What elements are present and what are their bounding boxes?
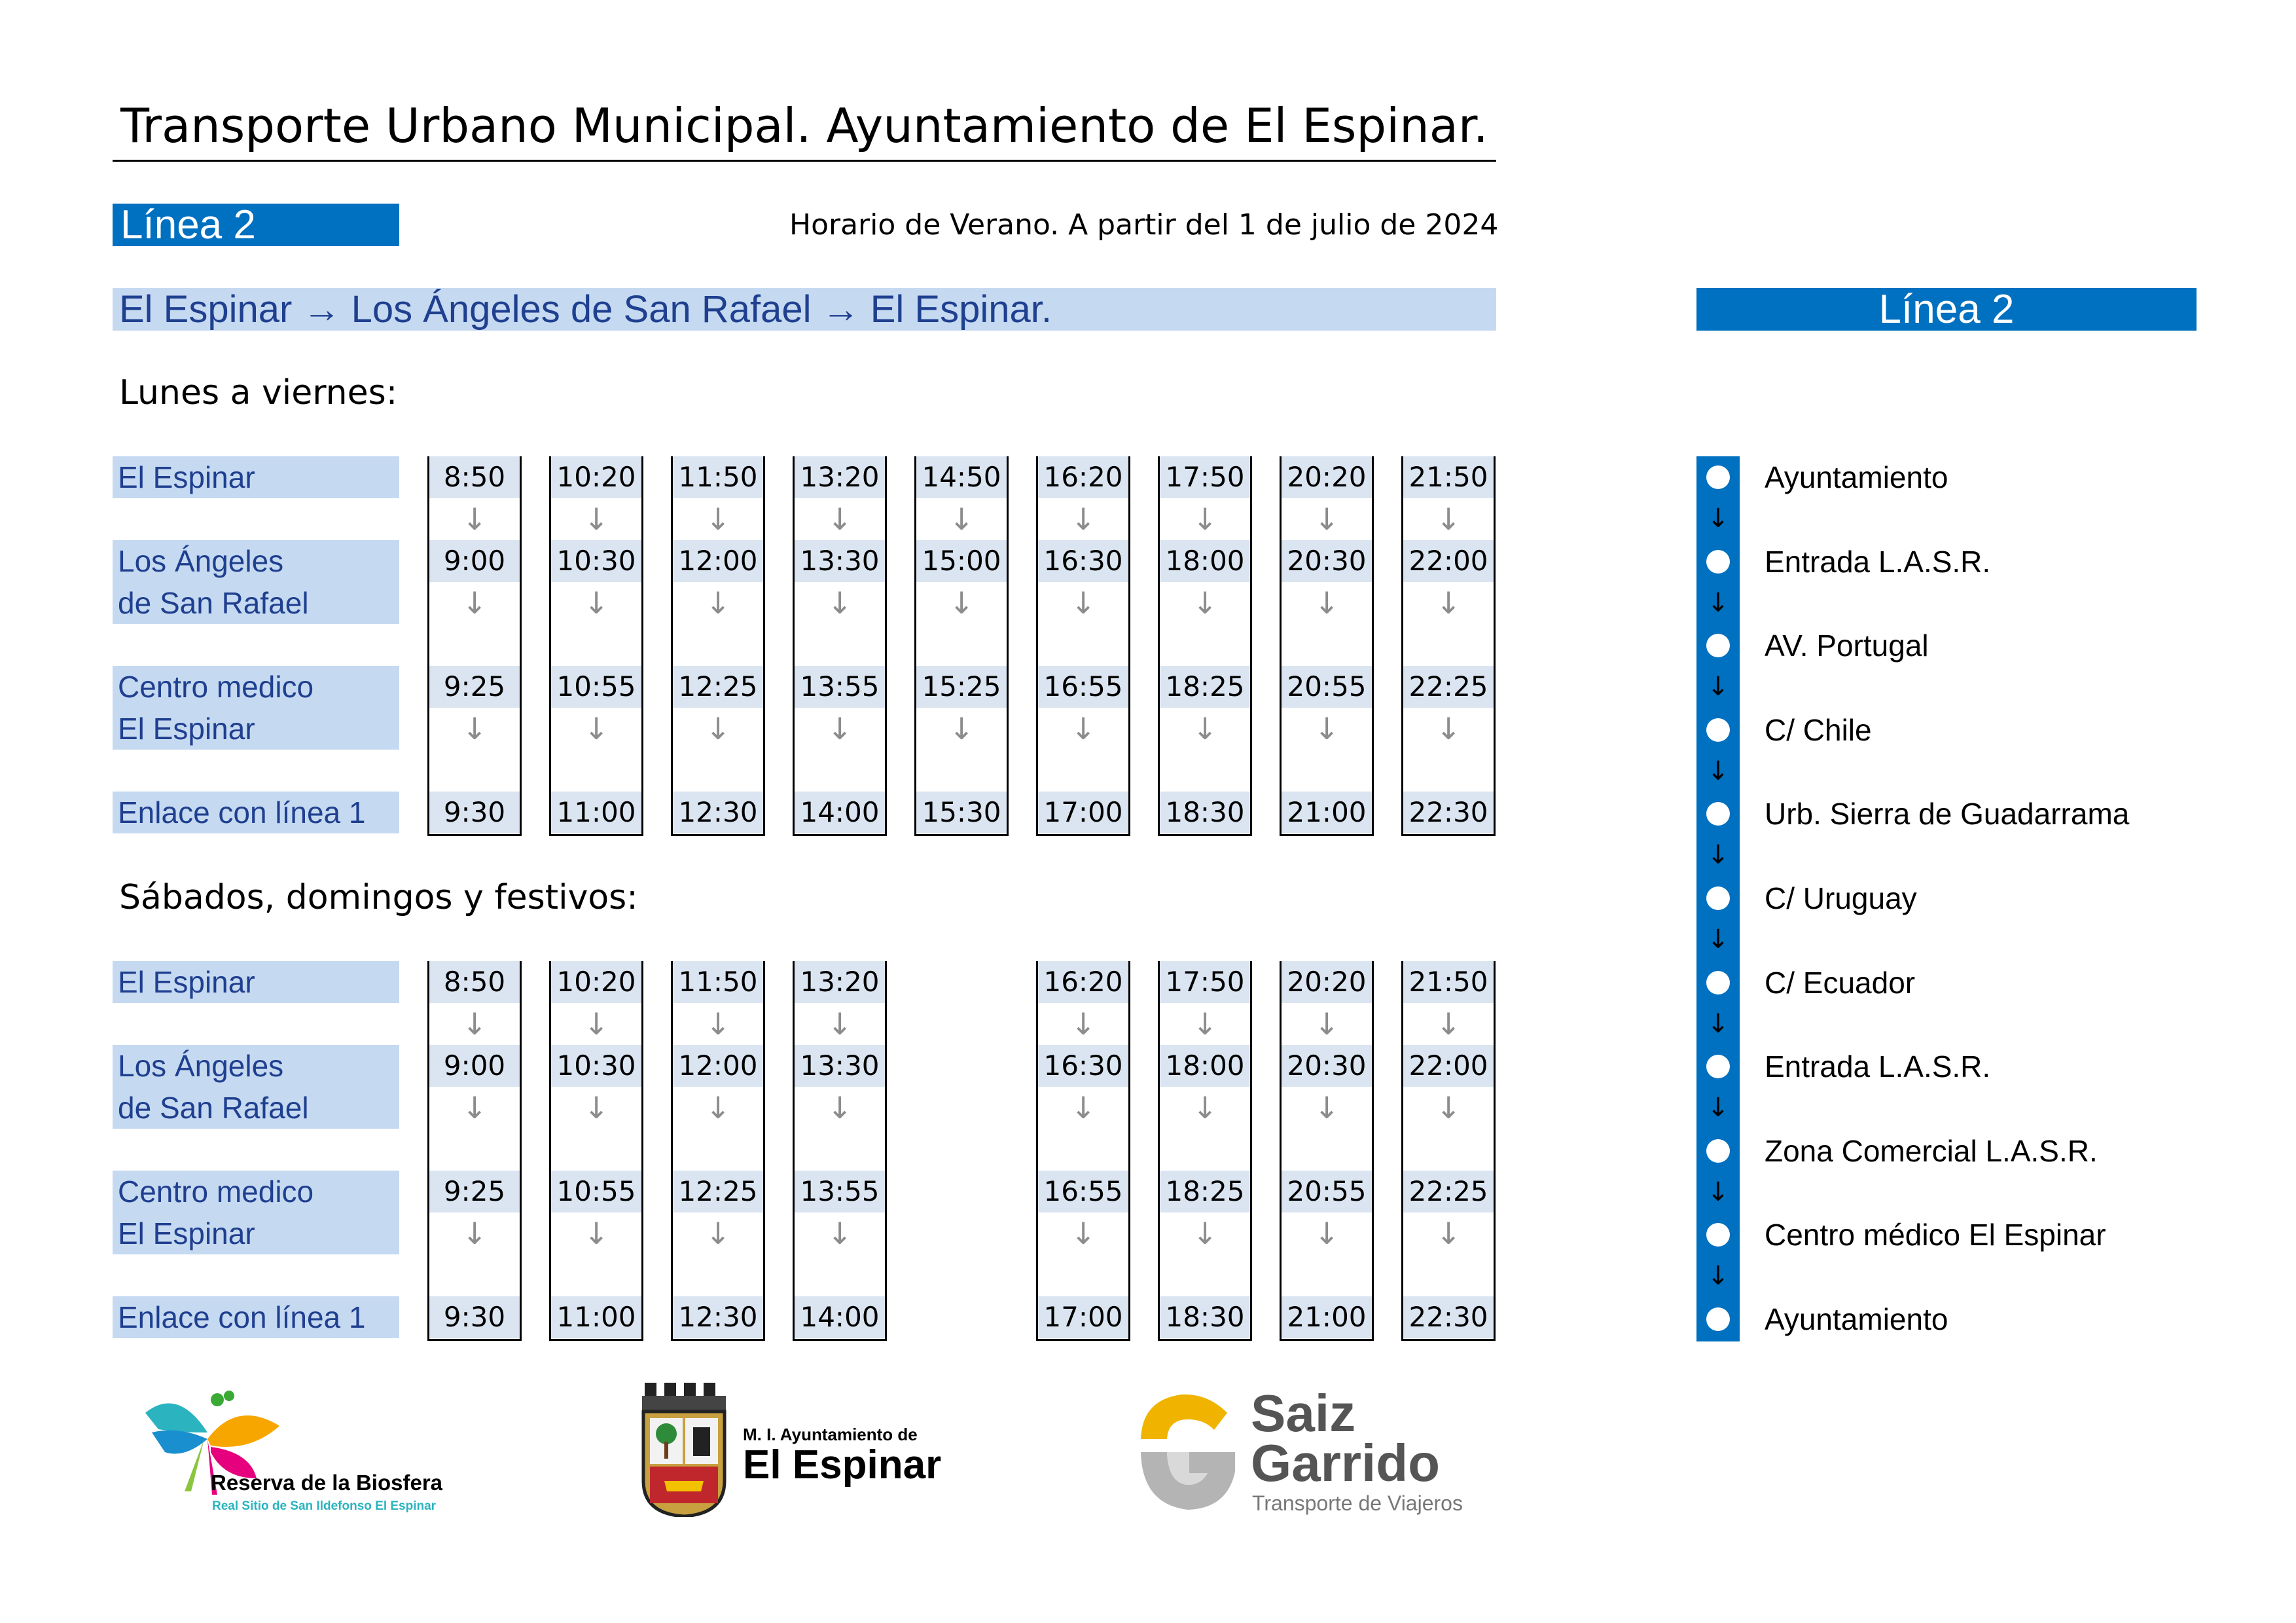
departure-time: 8:50 (429, 961, 520, 1003)
route-stop-name: Centro médico El Espinar (1765, 1218, 2106, 1252)
down-arrow-icon: ↓ (461, 585, 488, 621)
down-arrow-icon: ↓ (583, 585, 609, 621)
departure-time: 16:20 (1038, 961, 1128, 1003)
route-stop-name: C/ Ecuador (1765, 965, 1916, 1000)
route-stop-name: Ayuntamiento (1765, 1302, 1948, 1336)
departure-time: 11:50 (673, 961, 763, 1003)
down-arrow-icon: ↓ (1070, 585, 1096, 621)
departure-time: 10:20 (551, 456, 641, 498)
departure-time: 15:30 (916, 792, 1007, 833)
departure-time: 12:30 (673, 1296, 763, 1338)
weekday-time-column (549, 456, 643, 836)
departure-time: 14:00 (795, 792, 885, 833)
departure-time: 20:20 (1282, 961, 1372, 1003)
departure-time: 17:50 (1160, 961, 1250, 1003)
departure-time: 16:55 (1038, 666, 1128, 708)
weekday-time-column (1158, 456, 1252, 836)
route-stop-name: C/ Chile (1765, 712, 1872, 747)
departure-time: 10:55 (551, 666, 641, 708)
down-arrow-icon: ↓ (1192, 711, 1218, 746)
down-arrow-icon: ↓ (1192, 1006, 1218, 1042)
route-map-title: Línea 2 (1696, 288, 2197, 331)
departure-time: 10:20 (551, 961, 641, 1003)
departure-time: 20:30 (1282, 1045, 1372, 1087)
weekday-stop-enlace (113, 792, 399, 833)
stop-dot-icon (1706, 550, 1730, 574)
operator-logo (1129, 1384, 1496, 1521)
departure-time: 21:00 (1282, 1296, 1372, 1338)
departure-time: 17:00 (1038, 1296, 1128, 1338)
departure-time: 18:25 (1160, 666, 1250, 708)
departure-time: 11:50 (673, 456, 763, 498)
departure-time: 22:25 (1403, 1171, 1494, 1213)
stop-label-text: El Espinar (118, 712, 255, 746)
down-arrow-icon: ↓ (461, 711, 488, 746)
stop-dot-icon (1706, 718, 1730, 742)
weekend-time-column (671, 961, 765, 1341)
operator-name-2: Garrido (1251, 1434, 1440, 1492)
weekend-time-column (549, 961, 643, 1341)
down-arrow-icon: ↓ (705, 711, 731, 746)
page-title: Transporte Urbano Municipal. Ayuntamiento de El Espinar. (120, 98, 1488, 153)
down-arrow-icon: ↓ (827, 501, 853, 537)
down-arrow-icon: ↓ (705, 1006, 731, 1042)
route-summary: El Espinar → Los Ángeles de San Rafael → El Espinar. (113, 288, 1496, 331)
down-arrow-icon: ↓ (1314, 501, 1340, 537)
departure-time: 16:55 (1038, 1171, 1128, 1213)
route-arrow-icon: ↓ (1707, 587, 1729, 618)
down-arrow-icon: ↓ (1070, 711, 1096, 746)
stop-label-text: El Espinar (118, 1216, 255, 1250)
route-stop-name: Entrada L.A.S.R. (1765, 1049, 1991, 1084)
ayuntamiento-logo (638, 1383, 946, 1517)
down-arrow-icon: ↓ (583, 1216, 609, 1251)
stop-label-text: Los Ángeles (118, 1049, 284, 1083)
departure-time: 13:20 (795, 456, 885, 498)
down-arrow-icon: ↓ (948, 501, 975, 537)
departure-time: 18:00 (1160, 1045, 1250, 1087)
stop-dot-icon (1706, 971, 1730, 994)
departure-time: 10:30 (551, 540, 641, 582)
down-arrow-icon: ↓ (1435, 501, 1462, 537)
route-arrow-icon: ↓ (1707, 1093, 1729, 1123)
saiz-garrido-emblem-icon (1129, 1387, 1247, 1518)
down-arrow-icon: ↓ (705, 1090, 731, 1125)
route-arrow-icon: ↓ (1707, 924, 1729, 955)
down-arrow-icon: ↓ (1192, 585, 1218, 621)
weekend-time-column (1036, 961, 1130, 1341)
departure-time: 21:00 (1282, 792, 1372, 833)
departure-time: 18:00 (1160, 540, 1250, 582)
departure-time: 21:50 (1403, 961, 1494, 1003)
stop-label-text: Centro medico (118, 670, 314, 704)
stop-label-text: El Espinar (118, 965, 255, 999)
down-arrow-icon: ↓ (461, 1090, 488, 1125)
departure-time: 9:00 (429, 1045, 520, 1087)
season-note: Horario de Verano. A partir del 1 de julio de 2024 (789, 208, 1499, 242)
departure-time: 16:20 (1038, 456, 1128, 498)
line-badge: Línea 2 (113, 204, 399, 246)
departure-time: 13:55 (795, 1171, 885, 1213)
weekend-time-column (1158, 961, 1252, 1341)
route-arrow-icon: ↓ (1707, 1261, 1729, 1292)
weekend-time-column (1280, 961, 1374, 1341)
stop-label-text: Centro medico (118, 1175, 314, 1209)
stop-dot-icon (1706, 634, 1730, 657)
departure-time: 22:30 (1403, 1296, 1494, 1338)
stop-label-text: de San Rafael (118, 586, 309, 620)
down-arrow-icon: ↓ (1314, 1090, 1340, 1125)
down-arrow-icon: ↓ (1192, 1216, 1218, 1251)
down-arrow-icon: ↓ (948, 711, 975, 746)
route-stop-name: Urb. Sierra de Guadarrama (1765, 797, 2130, 831)
down-arrow-icon: ↓ (827, 585, 853, 621)
weekdays-title: Lunes a viernes: (119, 373, 398, 412)
biosfera-title: Reserva de la Biosfera (211, 1470, 443, 1495)
departure-time: 16:30 (1038, 1045, 1128, 1087)
weekend-stop-los-angeles (113, 1045, 399, 1129)
down-arrow-icon: ↓ (1070, 1216, 1096, 1251)
down-arrow-icon: ↓ (705, 585, 731, 621)
stop-dot-icon (1706, 1139, 1730, 1163)
departure-time: 13:20 (795, 961, 885, 1003)
departure-time: 12:30 (673, 792, 763, 833)
stop-dot-icon (1706, 1307, 1730, 1331)
down-arrow-icon: ↓ (827, 1006, 853, 1042)
down-arrow-icon: ↓ (1314, 1006, 1340, 1042)
departure-time: 9:30 (429, 792, 520, 833)
departure-time: 22:00 (1403, 1045, 1494, 1087)
down-arrow-icon: ↓ (1435, 1216, 1462, 1251)
weekends-title: Sábados, domingos y festivos: (119, 878, 638, 917)
departure-time: 13:30 (795, 1045, 885, 1087)
departure-time: 20:20 (1282, 456, 1372, 498)
departure-time: 12:00 (673, 540, 763, 582)
operator-tagline: Transporte de Viajeros (1252, 1491, 1463, 1515)
departure-time: 9:25 (429, 666, 520, 708)
departure-time: 11:00 (551, 792, 641, 833)
down-arrow-icon: ↓ (461, 1006, 488, 1042)
down-arrow-icon: ↓ (461, 1216, 488, 1251)
weekday-time-column (671, 456, 765, 836)
departure-time: 10:30 (551, 1045, 641, 1087)
weekend-time-column (793, 961, 887, 1341)
ayuntamiento-name: El Espinar (743, 1442, 942, 1487)
departure-time: 20:55 (1282, 666, 1372, 708)
down-arrow-icon: ↓ (583, 1090, 609, 1125)
operator-name-1: Saiz (1251, 1384, 1356, 1442)
route-arrow-icon: ↓ (1707, 1176, 1729, 1207)
weekend-stop-el-espinar (113, 961, 399, 1003)
route-stop-name: C/ Uruguay (1765, 881, 1917, 915)
down-arrow-icon: ↓ (827, 711, 853, 746)
down-arrow-icon: ↓ (1435, 1006, 1462, 1042)
down-arrow-icon: ↓ (705, 1216, 731, 1251)
down-arrow-icon: ↓ (583, 501, 609, 537)
weekend-time-column (1401, 961, 1496, 1341)
down-arrow-icon: ↓ (1435, 585, 1462, 621)
weekday-time-column (914, 456, 1009, 836)
weekend-stop-centro-medico (113, 1171, 399, 1254)
departure-time: 13:30 (795, 540, 885, 582)
departure-time: 16:30 (1038, 540, 1128, 582)
route-arrow-icon: ↓ (1707, 503, 1729, 534)
weekday-stop-los-angeles (113, 540, 399, 624)
down-arrow-icon: ↓ (461, 501, 488, 537)
route-stop-name: Ayuntamiento (1765, 460, 1948, 494)
departure-time: 11:00 (551, 1296, 641, 1338)
down-arrow-icon: ↓ (1314, 585, 1340, 621)
departure-time: 15:25 (916, 666, 1007, 708)
departure-time: 12:25 (673, 1171, 763, 1213)
down-arrow-icon: ↓ (1314, 711, 1340, 746)
departure-time: 13:55 (795, 666, 885, 708)
departure-time: 14:00 (795, 1296, 885, 1338)
stop-dot-icon (1706, 465, 1730, 489)
weekday-stop-el-espinar (113, 456, 399, 498)
weekday-time-column (1280, 456, 1374, 836)
departure-time: 20:30 (1282, 540, 1372, 582)
departure-time: 21:50 (1403, 456, 1494, 498)
route-stop-name: Entrada L.A.S.R. (1765, 544, 1991, 579)
stop-label-text: El Espinar (118, 460, 255, 494)
departure-time: 8:50 (429, 456, 520, 498)
down-arrow-icon: ↓ (705, 501, 731, 537)
route-stop-name: Zona Comercial L.A.S.R. (1765, 1133, 2098, 1168)
departure-time: 18:30 (1160, 792, 1250, 833)
biosfera-subtitle: Real Sitio de San Ildefonso El Espinar (212, 1499, 437, 1513)
route-arrow-icon: ↓ (1707, 672, 1729, 702)
down-arrow-icon: ↓ (1192, 1090, 1218, 1125)
down-arrow-icon: ↓ (583, 1006, 609, 1042)
down-arrow-icon: ↓ (583, 711, 609, 746)
weekend-stop-enlace (113, 1296, 399, 1338)
departure-time: 9:00 (429, 540, 520, 582)
down-arrow-icon: ↓ (827, 1216, 853, 1251)
stop-dot-icon (1706, 886, 1730, 910)
coat-of-arms-icon (638, 1383, 730, 1517)
down-arrow-icon: ↓ (1435, 1090, 1462, 1125)
departure-time: 14:50 (916, 456, 1007, 498)
down-arrow-icon: ↓ (1070, 1090, 1096, 1125)
down-arrow-icon: ↓ (827, 1090, 853, 1125)
departure-time: 12:00 (673, 1045, 763, 1087)
weekday-time-column (427, 456, 522, 836)
route-stop-name: AV. Portugal (1765, 629, 1929, 663)
biosfera-logo (139, 1387, 453, 1524)
route-arrow-icon: ↓ (1707, 1008, 1729, 1039)
title-underline (113, 160, 1496, 162)
departure-time: 10:55 (551, 1171, 641, 1213)
weekday-time-column (1401, 456, 1496, 836)
down-arrow-icon: ↓ (1070, 1006, 1096, 1042)
down-arrow-icon: ↓ (948, 585, 975, 621)
stop-label-text: Enlace con línea 1 (118, 795, 366, 830)
departure-time: 22:00 (1403, 540, 1494, 582)
stop-label-text: Los Ángeles (118, 544, 284, 578)
departure-time: 9:25 (429, 1171, 520, 1213)
down-arrow-icon: ↓ (1192, 501, 1218, 537)
ayuntamiento-subtitle: M. I. Ayuntamiento de (743, 1425, 918, 1444)
departure-time: 22:25 (1403, 666, 1494, 708)
departure-time: 12:25 (673, 666, 763, 708)
departure-time: 20:55 (1282, 1171, 1372, 1213)
departure-time: 18:25 (1160, 1171, 1250, 1213)
departure-time: 9:30 (429, 1296, 520, 1338)
down-arrow-icon: ↓ (1314, 1216, 1340, 1251)
departure-time: 22:30 (1403, 792, 1494, 833)
down-arrow-icon: ↓ (1435, 711, 1462, 746)
departure-time: 15:00 (916, 540, 1007, 582)
route-arrow-icon: ↓ (1707, 756, 1729, 786)
weekday-time-column (1036, 456, 1130, 836)
departure-time: 17:00 (1038, 792, 1128, 833)
stop-label-text: Enlace con línea 1 (118, 1300, 366, 1334)
weekend-time-column (427, 961, 522, 1341)
weekday-time-column (793, 456, 887, 836)
departure-time: 17:50 (1160, 456, 1250, 498)
down-arrow-icon: ↓ (1070, 501, 1096, 537)
weekday-stop-centro-medico (113, 666, 399, 750)
stop-label-text: de San Rafael (118, 1091, 309, 1125)
route-arrow-icon: ↓ (1707, 840, 1729, 871)
stop-dot-icon (1706, 1055, 1730, 1078)
departure-time: 18:30 (1160, 1296, 1250, 1338)
